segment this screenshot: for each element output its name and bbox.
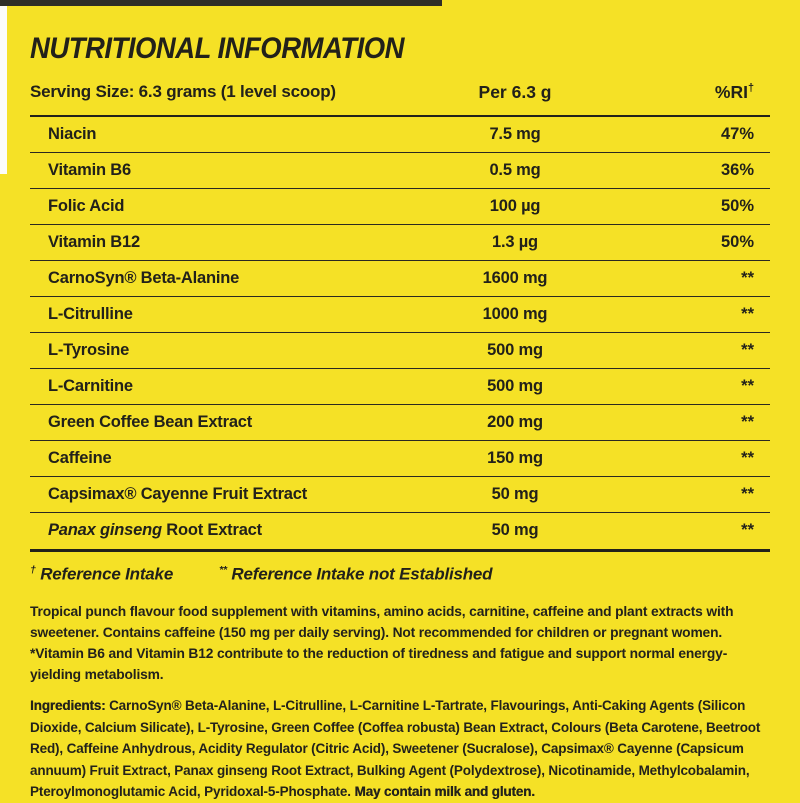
- nutrient-amount: 1.3 µg: [492, 232, 538, 251]
- table-row-l-carnitine: [30, 369, 770, 405]
- nutrient-name: Vitamin B6: [48, 160, 131, 179]
- ingredients-paragraph: [30, 695, 770, 803]
- table-row-caffeine: [30, 441, 770, 477]
- table-row-vitamin-b6: [30, 153, 770, 189]
- ingredients-list: CarnoSyn® Beta-Alanine, L-Citrulline, L-Carnitine L-Tartrate, Flavourings, Anti-Caking Agents (Silicon Dioxide, Calcium Silicate), L-Tyrosine, Green Coffee (Coffea robusta) Bean Extract, Colours (Beta Carotene, Beetroot Red), Caffeine Anhydrous, Acidity Regulator (Citric Acid), Sweetener (Sucralose), Capsimax® Cayenne (Capsicum annuum) Fruit Extract, Panax ginseng Root Extract, Bulking Agent (Polydextrose), Nicotinamide, Methylcobalamin, Pteroylmonoglutamic Acid, Pyridoxal-5-Phosphate.: [30, 698, 761, 800]
- allergen-warning: May contain milk and gluten.: [354, 784, 535, 800]
- table-row-capsimax: [30, 477, 770, 513]
- nutrient-name: Niacin: [48, 124, 97, 143]
- nutrient-ri: **: [741, 412, 754, 431]
- dagger-marker: †: [747, 81, 754, 94]
- footnote-not-established: ** Reference Intake not Established: [219, 563, 493, 584]
- nutrient-ri: 36%: [720, 160, 754, 179]
- table-row-l-tyrosine: [30, 333, 770, 369]
- nutrient-amount: 1000 mg: [482, 304, 548, 323]
- serving-size-text: Serving Size: 6.3 grams (1 level scoop): [30, 81, 336, 101]
- nutrient-name: Capsimax® Cayenne Fruit Extract: [48, 484, 308, 503]
- nutrient-name: Vitamin B12: [48, 232, 140, 251]
- nutrient-amount: 1600 mg: [482, 268, 548, 287]
- nutrient-ri: **: [741, 340, 754, 359]
- nutrient-name: CarnoSyn® Beta-Alanine: [48, 268, 240, 287]
- footnote-reference-intake: † Reference Intake: [30, 563, 174, 584]
- footnotes-row: [30, 564, 770, 585]
- nutrient-ri: 50%: [720, 232, 754, 251]
- nutrient-ri: **: [741, 484, 754, 503]
- product-description: Tropical punch flavour food supplement with vitamins, amino acids, carnitine, caffeine and plant extracts with sweetener. Contains caffeine (150 mg per daily serving). Not recommended for children or pregnant women. *Vitamin B6 and Vitamin B12 contribute to the reduction of tiredness and fatigue and support normal energy-yielding metabolism.: [30, 604, 734, 683]
- nutrient-ri: 50%: [720, 196, 754, 215]
- nutrient-name: L-Carnitine: [48, 376, 133, 395]
- table-header-row: [30, 82, 770, 117]
- table-row-vitamin-b12: [30, 225, 770, 261]
- nutrient-ri: **: [741, 268, 754, 287]
- column-header-amount: Per 6.3 g: [478, 81, 552, 102]
- table-row-l-citrulline: [30, 297, 770, 333]
- nutrient-ri: **: [741, 304, 754, 323]
- nutrient-amount: 500 mg: [487, 376, 543, 395]
- nutrient-amount: 100 µg: [489, 196, 541, 215]
- nutrient-amount: 200 mg: [487, 412, 543, 431]
- nutrient-ri: 47%: [720, 124, 754, 143]
- table-row-green-coffee: [30, 405, 770, 441]
- nutrient-amount: 7.5 mg: [489, 124, 541, 143]
- table-row-niacin: [30, 117, 770, 153]
- nutrient-amount: 500 mg: [487, 340, 543, 359]
- nutrient-name: Green Coffee Bean Extract: [48, 412, 253, 431]
- page-title: NUTRITIONAL INFORMATION: [30, 30, 404, 65]
- ingredients-label: Ingredients:: [30, 698, 106, 714]
- table-row-beta-alanine: [30, 261, 770, 297]
- table-row-folic-acid: [30, 189, 770, 225]
- nutrient-amount: 0.5 mg: [489, 160, 541, 179]
- nutrient-amount: 50 mg: [491, 521, 539, 539]
- nutrient-amount: 50 mg: [491, 484, 539, 503]
- nutrition-table: [30, 117, 770, 552]
- nutrient-ri: **: [741, 448, 754, 467]
- nutrient-name: Panax ginseng Root Extract: [48, 521, 262, 539]
- nutrient-ri: **: [741, 376, 754, 395]
- column-header-ri: %RI†: [714, 81, 754, 102]
- nutrient-ri: **: [741, 521, 754, 539]
- nutrient-name: L-Tyrosine: [48, 340, 130, 359]
- nutrient-name: Folic Acid: [48, 196, 125, 215]
- nutrient-name: Caffeine: [48, 448, 112, 467]
- nutrient-name: L-Citrulline: [48, 304, 133, 323]
- nutrient-amount: 150 mg: [487, 448, 543, 467]
- table-row-panax-ginseng: [30, 513, 770, 549]
